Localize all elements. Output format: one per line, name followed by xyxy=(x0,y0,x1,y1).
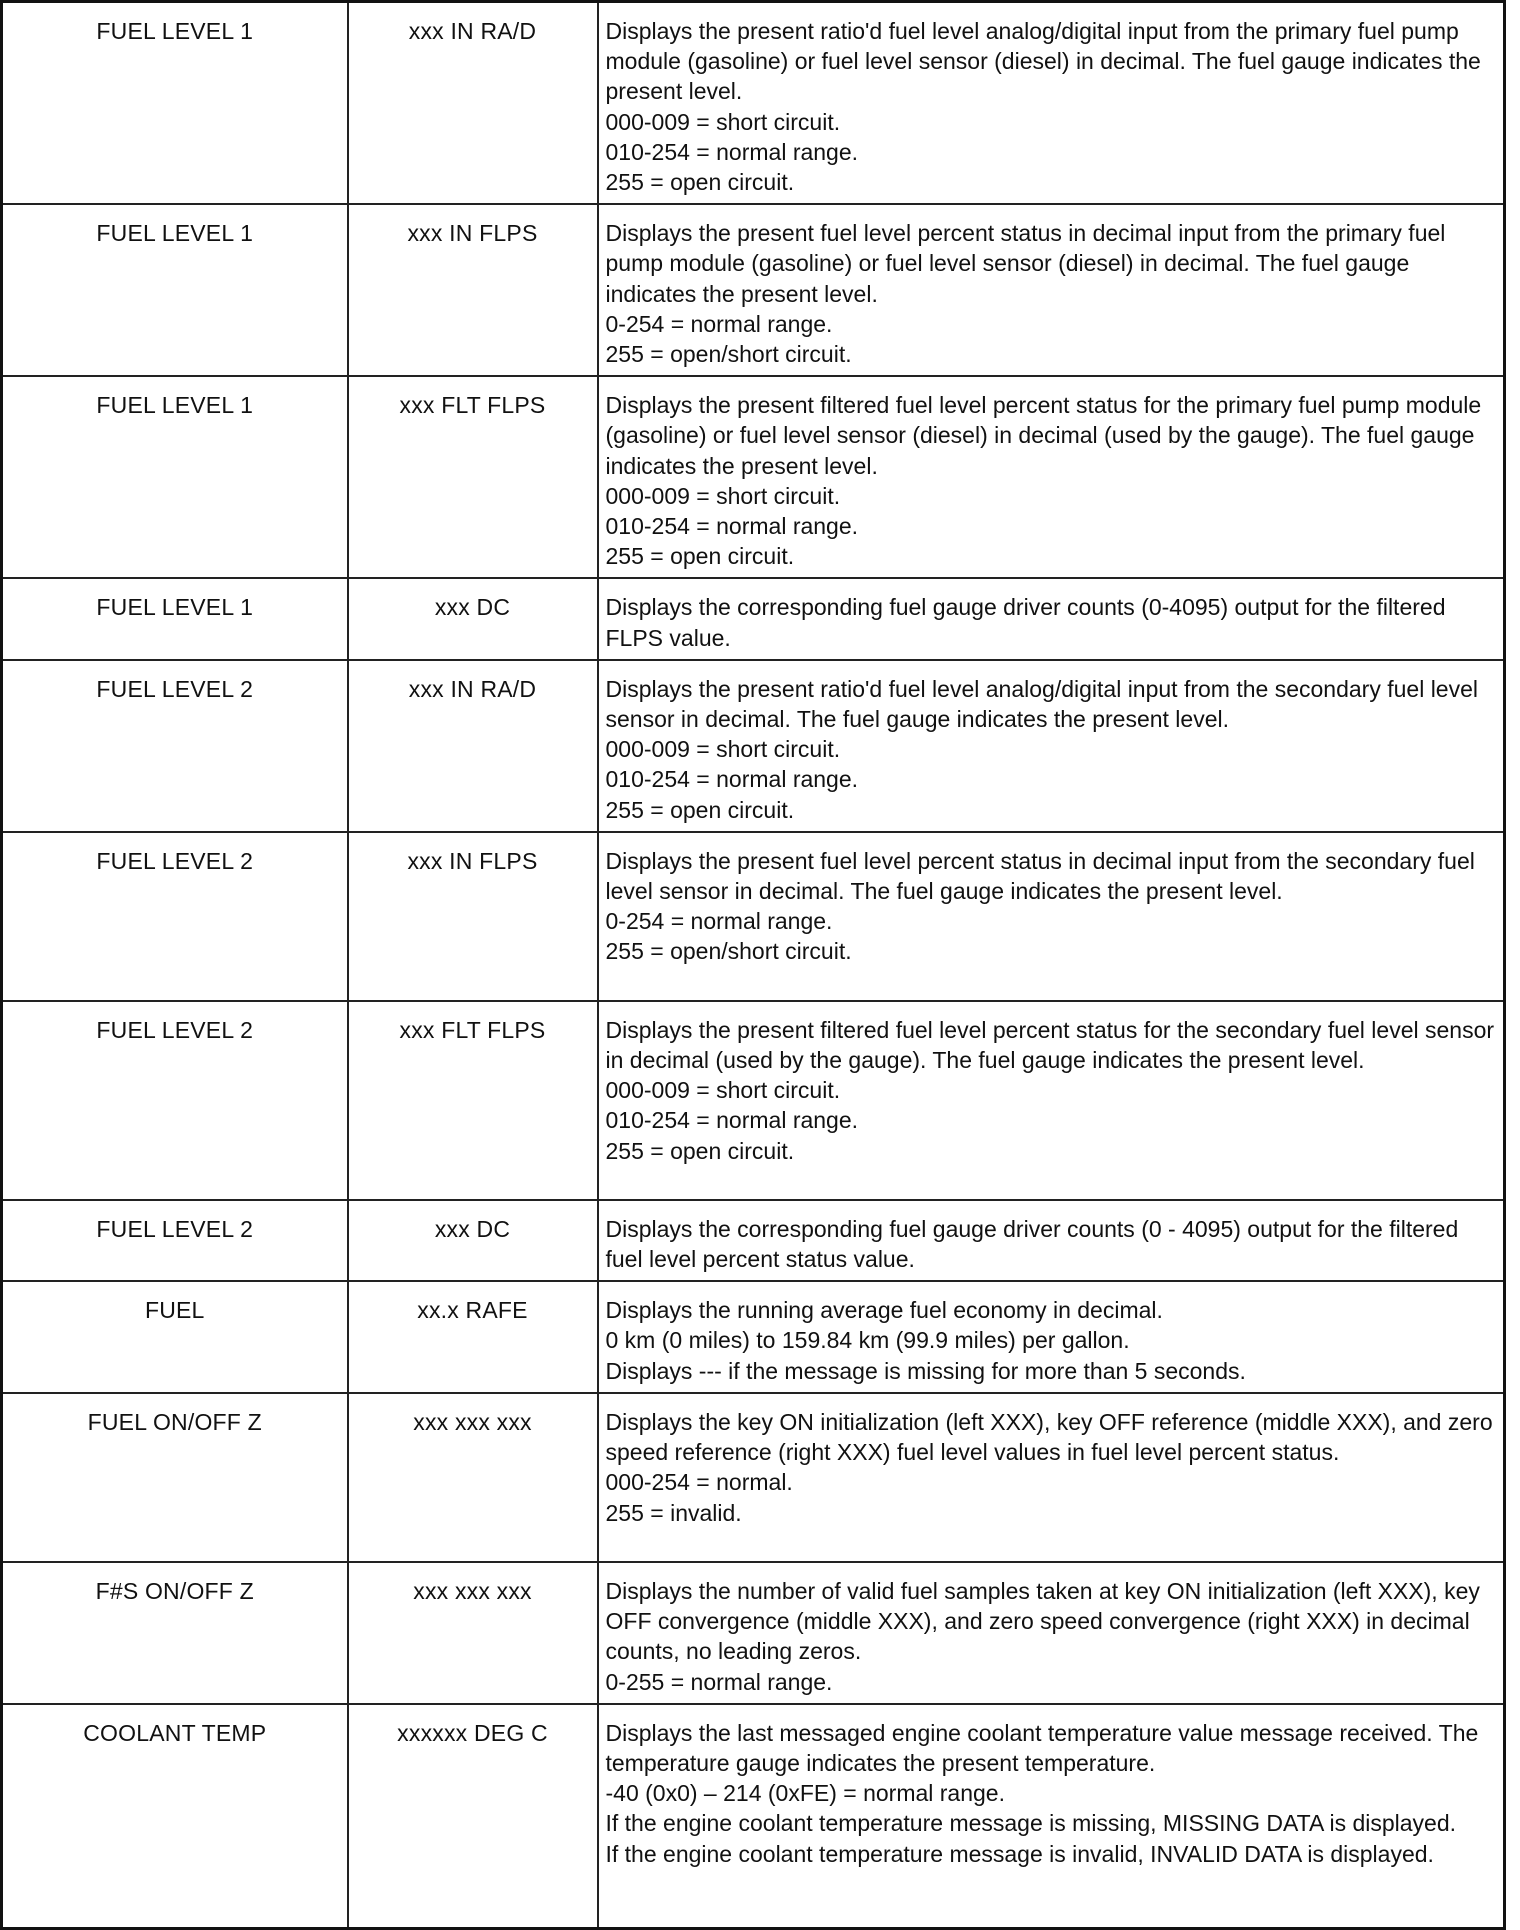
description-line: Displays the present ratio'd fuel level analog/digital input from the primary fuel pump module (gasoline) or fuel level sensor (diesel) in decimal. The fuel gauge indicates the present level. xyxy=(605,18,1481,105)
description-cell xyxy=(598,1704,1505,1929)
description-cell xyxy=(598,1393,1505,1562)
description-line: Displays the corresponding fuel gauge driver counts (0-4095) output for the filtered FLPS value. xyxy=(605,594,1446,651)
parameter-name: FUEL LEVEL 1 xyxy=(2,376,348,578)
description-line: 255 = open circuit. xyxy=(605,1137,795,1164)
description-line: 0 km (0 miles) to 159.84 km (99.9 miles) per gallon. xyxy=(605,1327,1130,1354)
table-row xyxy=(2,832,1505,1001)
display-format: xxx xxx xxx xyxy=(348,1562,598,1704)
description-line: Displays the present fuel level percent status in decimal input from the secondary fuel level sensor in decimal. The fuel gauge indicates the present level. xyxy=(605,847,1475,905)
parameter-name: FUEL xyxy=(2,1281,348,1393)
display-format: xx.x RAFE xyxy=(348,1281,598,1393)
description-line: 000-009 = short circuit. xyxy=(605,482,841,509)
description-line: 255 = open/short circuit. xyxy=(605,938,852,965)
description-cell xyxy=(598,204,1505,376)
table-row xyxy=(2,1001,1505,1200)
description-line: 0-254 = normal range. xyxy=(605,310,833,337)
display-format: xxx DC xyxy=(348,578,598,659)
description-cell xyxy=(598,2,1505,205)
table-row xyxy=(2,376,1505,578)
description-line: 255 = open/short circuit. xyxy=(605,341,852,368)
description-cell xyxy=(598,660,1505,832)
description-line: 010-254 = normal range. xyxy=(605,138,859,165)
display-format: xxx IN FLPS xyxy=(348,204,598,376)
description-line: -40 (0x0) – 214 (0xFE) = normal range. xyxy=(605,1780,1005,1807)
description-line: 0-255 = normal range. xyxy=(605,1668,833,1695)
parameter-name: FUEL LEVEL 2 xyxy=(2,832,348,1001)
description-line: 010-254 = normal range. xyxy=(605,766,859,793)
table-row xyxy=(2,660,1505,832)
description-line: If the engine coolant temperature message is missing, MISSING DATA is displayed. xyxy=(605,1810,1457,1837)
description-line: Displays the corresponding fuel gauge driver counts (0 - 4095) output for the filtered fuel level percent status value. xyxy=(605,1215,1459,1273)
display-format: xxxxxx DEG C xyxy=(348,1704,598,1929)
table-row xyxy=(2,204,1505,376)
parameter-name: COOLANT TEMP xyxy=(2,1704,348,1929)
display-format: xxx xxx xxx xyxy=(348,1393,598,1562)
description-line: 000-009 = short circuit. xyxy=(605,1077,841,1104)
description-cell xyxy=(598,1001,1505,1200)
display-format: xxx FLT FLPS xyxy=(348,1001,598,1200)
parameter-name: FUEL ON/OFF Z xyxy=(2,1393,348,1562)
description-line: Displays the last messaged engine coolant temperature value message received. The temperature gauge indicates the present temperature. xyxy=(605,1719,1479,1776)
table-row xyxy=(2,578,1505,659)
description-line: Displays the present filtered fuel level percent status for the secondary fuel level sensor in decimal (used by the gauge). The fuel gauge indicates the present level. xyxy=(605,1016,1495,1074)
description-line: 0-254 = normal range. xyxy=(605,908,833,935)
parameter-name: FUEL LEVEL 1 xyxy=(2,2,348,205)
parameter-name: FUEL LEVEL 2 xyxy=(2,1001,348,1200)
parameter-name: FUEL LEVEL 1 xyxy=(2,204,348,376)
description-line: Displays the key ON initialization (left XXX), key OFF reference (middle XXX), and zero speed reference (right XXX) fuel level values in fuel level percent status. xyxy=(605,1408,1493,1466)
description-line: Displays the present ratio'd fuel level analog/digital input from the secondary fuel level sensor in decimal. The fuel gauge indicates the present level. xyxy=(605,675,1478,733)
parameter-name: FUEL LEVEL 1 xyxy=(2,578,348,659)
table-row xyxy=(2,1200,1505,1281)
description-line: Displays the present filtered fuel level percent status for the primary fuel pump module (gasoline) or fuel level sensor (diesel) in decimal (used by the gauge). The fuel gauge indicates the present level. xyxy=(605,392,1482,479)
description-line: 000-009 = short circuit. xyxy=(605,108,841,135)
parameter-name: F#S ON/OFF Z xyxy=(2,1562,348,1704)
description-cell xyxy=(598,832,1505,1001)
display-format: xxx IN RA/D xyxy=(348,660,598,832)
description-cell xyxy=(598,376,1505,578)
description-cell xyxy=(598,1200,1505,1281)
parameter-name: FUEL LEVEL 2 xyxy=(2,1200,348,1281)
table-row xyxy=(2,2,1505,205)
display-format: xxx IN RA/D xyxy=(348,2,598,205)
display-format: xxx FLT FLPS xyxy=(348,376,598,578)
description-line: 010-254 = normal range. xyxy=(605,1107,859,1134)
description-line: 255 = open circuit. xyxy=(605,796,795,823)
description-line: 000-254 = normal. xyxy=(605,1469,793,1496)
description-cell xyxy=(598,578,1505,659)
parameter-name: FUEL LEVEL 2 xyxy=(2,660,348,832)
description-line: 255 = open circuit. xyxy=(605,543,795,570)
description-line: 010-254 = normal range. xyxy=(605,513,859,540)
table-row xyxy=(2,1281,1505,1393)
description-line: Displays the running average fuel economy in decimal. xyxy=(605,1297,1163,1324)
description-line: If the engine coolant temperature message is invalid, INVALID DATA is displayed. xyxy=(605,1840,1434,1867)
description-line: Displays the number of valid fuel samples taken at key ON initialization (left XXX), key OFF convergence (middle XXX), and zero speed convergence (right XXX) in decimal counts, no leading zeros. xyxy=(605,1577,1480,1665)
description-line: Displays the present fuel level percent status in decimal input from the primary fuel pump module (gasoline) or fuel level sensor (diesel) in decimal. The fuel gauge indicates the present level. xyxy=(605,220,1446,307)
description-cell xyxy=(598,1281,1505,1393)
table-row xyxy=(2,1562,1505,1704)
description-line: 000-009 = short circuit. xyxy=(605,736,841,763)
table-row xyxy=(2,1393,1505,1562)
display-format: xxx DC xyxy=(348,1200,598,1281)
description-line: 255 = invalid. xyxy=(605,1499,742,1526)
display-format: xxx IN FLPS xyxy=(348,832,598,1001)
description-cell xyxy=(598,1562,1505,1704)
table-row xyxy=(2,1704,1505,1929)
description-line: 255 = open circuit. xyxy=(605,169,795,196)
description-line: Displays --- if the message is missing for more than 5 seconds. xyxy=(605,1357,1246,1384)
